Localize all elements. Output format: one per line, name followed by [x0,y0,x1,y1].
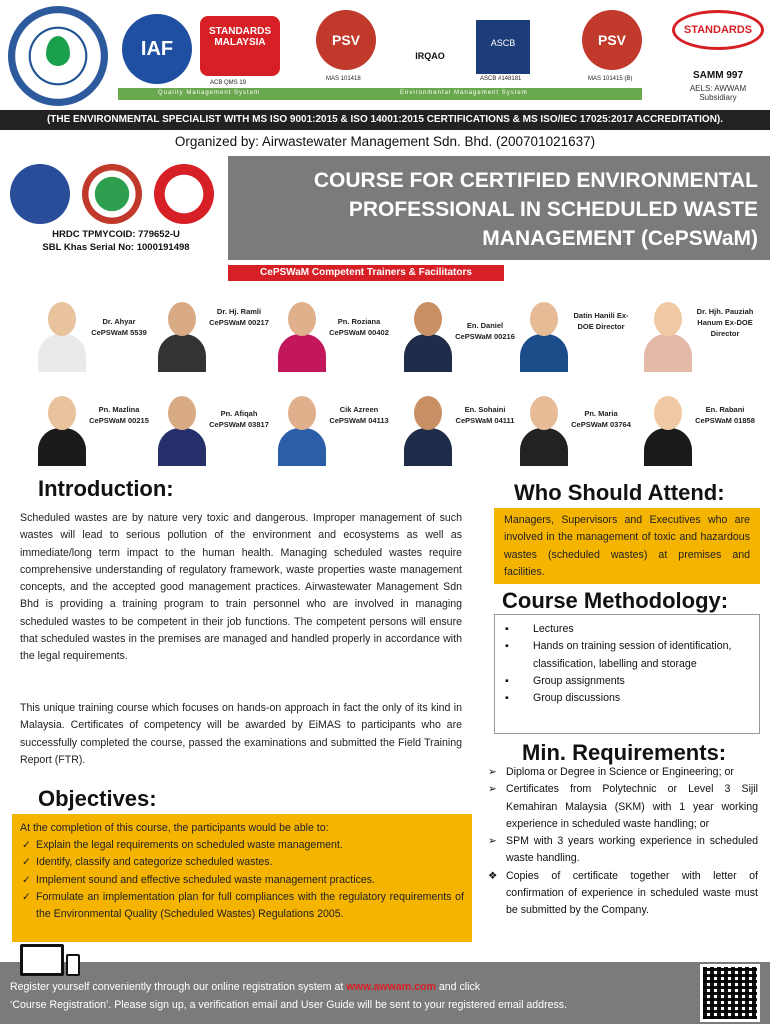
trainer-name: Cik Azreen CePSWaM 04113 [329,405,389,425]
trainer-photo [154,386,210,466]
methodology-item: ▪ Hands on training session of identification, classification, labelling and storage [505,640,732,670]
square-bullet-icon: ▪ [505,674,509,687]
accreditation-bar: (THE ENVIRONMENTAL SPECIALIST WITH MS ISO 9001:2015 & ISO 14001:2015 CERTIFICATIONS & MS ISO/IEC 17025:2017 ACCREDITATION). [0,110,770,130]
trainer-photo [640,386,696,466]
registration-link[interactable]: www.awwam.com [346,981,436,993]
introduction-heading: Introduction: [38,476,174,501]
trainer-card [150,288,270,378]
trainer-photo [400,386,456,466]
trainer-photo [516,292,572,372]
square-bullet-icon: ▪ [505,692,509,705]
sbl-serial: SBL Khas Serial No: 1000191498 [42,242,190,253]
trainer-photo-body [278,334,326,372]
course-title [238,166,758,253]
samm-label: SAMM 997 [692,70,743,81]
square-bullet-icon: ▪ [505,623,509,635]
trainer-photo-body [404,334,452,372]
trainer-photo-head [168,396,196,430]
aels-label: AELS: AWWAM Subsidiary [689,84,747,102]
arrow-bullet-icon: ➢ [488,835,497,848]
objectives-heading: Objectives: [38,786,157,811]
registration-text-after: and click [435,981,481,993]
mas-label-1: MAS 101418 [326,76,361,82]
iaf-logo: IAF [122,14,192,84]
trainer-name: Dr. Hjh. Pauziah Hanum Ex-DOE Director [696,307,754,338]
trainer-photo-body [644,334,692,372]
trainer-photo-body [38,334,86,372]
trainer-name: En. Rabani CePSWaM 01858 [695,405,755,425]
trainer-photo [34,292,90,372]
diamond-bullet-icon: ❖ [488,869,498,882]
trainer-photo [640,292,696,372]
hrdc-id: HRDC TPMYCOID: 779652-U [52,229,180,240]
computer-icon [20,944,64,976]
logo-strip [0,0,770,108]
requirement-item: ➢ Certificates from Polytechnic or Level 3 Sijil Kemahiran Malaysia (SKM) with 1 year working experience in scheduled waste handling; or [488,783,758,830]
registration-text-before: Register yourself conveniently through our online registration system at [10,981,347,993]
trainer-photo [274,386,330,466]
trainers-heading: CePSWaM Competent Trainers & Facilitators [228,265,504,281]
trainer-photo [400,292,456,372]
psv-logo-right: PSV [582,10,642,70]
methodology-box [494,614,760,734]
hrdcorp-badge-icon [154,164,214,224]
objectives-box [12,814,472,942]
hrdc-info [6,228,226,254]
trainer-photo-head [168,302,196,336]
trainer-name: Pn. Roziana CePSWaM 00402 [329,317,389,337]
trainer-photo-head [414,396,442,430]
trainer-photo-body [520,334,568,372]
organized-by: Organized by: Airwastewater Management Sdn. Bhd. (200701021637) [174,134,596,149]
requirements-list [486,764,758,920]
introduction-paragraph-2: This unique training course which focuses on hands-on approach in fact the only of its kind in Malaysia. Certificates of competency will be awarded by EiMAS to participants who are successfully completed the course, passed the examinations and submitted the Field Training Report (FTR). [20,702,462,766]
trainer-photo-body [158,428,206,466]
trainer-photo-head [654,302,682,336]
trainer-photo-head [530,396,558,430]
trainer-photo-body [158,334,206,372]
trainer-name: Dr. Ahyar CePSWaM 5539 [91,317,147,337]
arrow-bullet-icon: ➢ [488,783,497,796]
ems-caption: Environmental Management System [400,90,528,96]
trainer-card [30,288,150,378]
requirement-item: ➢ Diploma or Degree in Science or Engineering; or [486,764,758,781]
trainer-photo [154,292,210,372]
eimas-badge-icon [10,164,70,224]
trainer-name: En. Daniel CePSWaM 00216 [455,321,515,341]
standards-malaysia-logo: STANDARDS MALAYSIA [200,16,280,76]
square-bullet-icon: ▪ [505,640,509,653]
arrow-bullet-icon: ➢ [488,766,497,778]
trainer-photo-head [530,302,558,336]
trainer-photo-body [520,428,568,466]
trainer-photo-head [414,302,442,336]
trainer-card [636,382,756,472]
organization-seal-logo [8,6,108,106]
water-drop-icon [46,36,70,66]
course-title-line-3: MANAGEMENT (CePSWaM) [482,227,758,250]
trainer-photo-body [404,428,452,466]
trainer-name: En. Sohaini CePSWaM 04111 [455,405,515,425]
title-block [0,156,770,260]
check-icon: ✓ [22,856,31,869]
iaf-certification-box [118,6,286,100]
ascb-logo: ASCB [476,20,530,74]
trainer-photo-body [278,428,326,466]
min-requirements-heading: Min. Requirements: [522,740,727,765]
registration-text [10,978,690,1014]
mas-label-2: MAS 101415 (B) [588,76,633,82]
requirement-item: ➢ SPM with 3 years working experience in scheduled waste handling. [488,835,758,865]
acb-qms-label: ACB QMS 19 [210,80,247,86]
registration-line-2: ‘Course Registration’. Please sign up, a verification email and User Guide will be sent to your registered email address. [10,999,568,1011]
check-icon: ✓ [22,890,31,903]
methodology-item: ▪ Group discussions [503,690,751,707]
trainer-photo-head [288,302,316,336]
trainer-photo-head [654,396,682,430]
check-icon: ✓ [22,873,31,886]
trainer-card [396,288,516,378]
course-title-line-1: COURSE FOR CERTIFIED ENVIRONMENTAL [313,169,758,192]
trainer-card [512,288,632,378]
ascb-number-label: ASCB #148181 [480,76,522,82]
introduction-paragraph-1: Scheduled wastes are by nature very toxic and dangerous. Improper management of such wastes will lead to serious pollution of the environment and ecosystems as well as immediate/long term impact to the human health. Managing scheduled wastes require comprehensive understanding of regulatory framework, waste properties waste management concepts, and the accepted good management practices. Airwastewater Management Sdn Bhd is providing a training program to train personnel who are involved in managing scheduled wastes to be competent in their job functions. The competent persons will ensure that scheduled wastes in the premises are managed and handled properly in accordance with the legal requirements. [20,512,462,663]
trainer-photo-head [48,396,76,430]
trainer-photo [34,386,90,466]
trainer-card [30,382,150,472]
qms-caption: Quality Management System [158,90,261,96]
certification-caption-bar [118,88,642,100]
trainer-photo [516,386,572,466]
trainer-name: Pn. Afiqah CePSWaM 03817 [209,409,269,429]
trainer-card [396,382,516,472]
trainer-photo-body [644,428,692,466]
psv-logo-left: PSV [316,10,376,70]
objective-item: ✓ Implement sound and effective scheduled waste management practices. [20,872,464,889]
standards-accredited-logo: STANDARDS [672,10,764,50]
objectives-intro: At the completion of this course, the participants would be able to: [20,822,329,834]
trainer-card [636,288,756,378]
trainer-photo-head [288,396,316,430]
requirement-item: ❖ Copies of certificate together with letter of confirmation of experience in scheduled waste must be submitted by the Company. [488,869,758,917]
objective-item: ✓ Identify, classify and categorize scheduled wastes. [20,854,464,871]
trainer-photo [274,292,330,372]
doe-badge-icon [82,164,142,224]
who-should-attend-box: Managers, Supervisors and Executives who are involved in the management of toxic and hazardous wastes (scheduled wastes) at premises and facilities. [494,508,760,584]
trainer-photo-head [48,302,76,336]
badge-panel [0,156,228,260]
qr-code-icon[interactable] [700,964,760,1022]
trainer-card [270,288,390,378]
irqao-logo: IRQAO [415,51,445,61]
objective-item: ✓ Explain the legal requirements on scheduled waste management. [20,837,464,854]
trainer-name: Pn. Mazlina CePSWaM 00215 [89,405,149,425]
phone-icon [66,954,80,976]
who-should-attend-heading: Who Should Attend: [514,480,725,505]
trainer-photo-body [38,428,86,466]
trainer-card [270,382,390,472]
trainer-name: Datin Hanili Ex-DOE Director [573,311,629,331]
course-title-line-2: PROFESSIONAL IN SCHEDULED WASTE [348,198,758,221]
methodology-item: ▪ Group assignments [503,673,751,690]
course-methodology-heading: Course Methodology: [502,588,729,613]
methodology-item: ▪ Lectures [503,621,751,638]
trainer-name: Pn. Maria CePSWaM 03764 [571,409,631,429]
trainer-card [150,382,270,472]
objective-item: ✓ Formulate an implementation plan for full compliances with the regulatory requirements of the Environmental Quality (Scheduled Wastes) Regulations 2005. [22,890,464,921]
trainer-card [512,382,632,472]
trainer-name: Dr. Hj. Ramli CePSWaM 00217 [209,307,269,327]
check-icon: ✓ [22,839,31,852]
